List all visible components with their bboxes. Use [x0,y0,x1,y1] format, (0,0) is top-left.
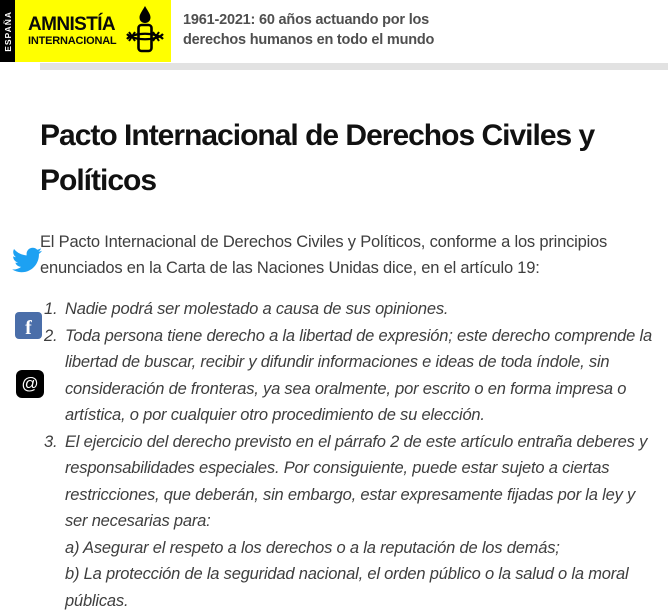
region-label: ESPAÑA [2,10,13,52]
twitter-share-button[interactable] [12,247,42,273]
article-intro: El Pacto Internacional de Derechos Civiles y Políticos, conforme a los principios enunciados en la Carta de las Naciones Unidas dice, en el artículo 19: [40,233,608,277]
logo-line-2: INTERNACIONAL [28,35,117,47]
at-icon: @ [21,374,39,393]
twitter-icon [12,260,42,277]
amnesty-candle-icon [123,5,165,58]
list-item-text: El ejercicio del derecho previsto en el párrafo 2 de este artículo entraña deberes y responsabilidades especiales. Por consiguiente, puede estar sujeto a ciertas restricciones, que deberán, sin embargo, estar expresamente fijadas por la ley y ser necesarias para: [65,432,648,530]
region-strip [0,0,15,62]
list-item-number: 3. [44,432,58,451]
article-content [40,100,658,614]
facebook-share-button[interactable] [15,312,42,339]
amnesty-logo-text [28,15,116,47]
tagline-line-1: 1961-2021: 60 años actuando por los [183,12,430,28]
page-title-line-1: Pacto Internacional de Derechos Civiles y [40,119,595,152]
logo-line-1: AMNISTÍA [28,14,116,35]
header-tagline [183,11,434,50]
list-item [40,296,658,323]
page-title-line-2: Políticos [40,164,157,197]
header-divider [40,63,668,70]
facebook-icon: f [25,317,32,339]
tagline-line-2: derechos humanos en todo el mundo [183,31,435,48]
page-title [40,113,658,203]
amnesty-logo[interactable] [15,0,171,62]
list-item-number: 1. [44,300,58,318]
list-item-text: Toda persona tiene derecho a la libertad de expresión; este derecho comprende la libertad de buscar, recibir y difundir informaciones e ideas de toda índole, sin consideración de fronteras, ya sea oralmente, por escrito o en forma impresa o artística, o por cualquier otro procedimiento de su elección. [65,326,652,424]
list-item [40,429,658,614]
list-item-sub-b: b) La protección de la seguridad nacional, el orden público o la salud o la moral públicas. [65,565,629,610]
list-item [40,323,658,429]
list-item-text: Nadie podrá ser molestado a causa de sus opiniones. [65,300,449,318]
list-item-number: 2. [44,326,58,345]
list-item-sub-a: a) Asegurar el respeto a los derechos o a la reputación de los demás; [65,538,560,557]
article-ordered-list [40,296,658,614]
